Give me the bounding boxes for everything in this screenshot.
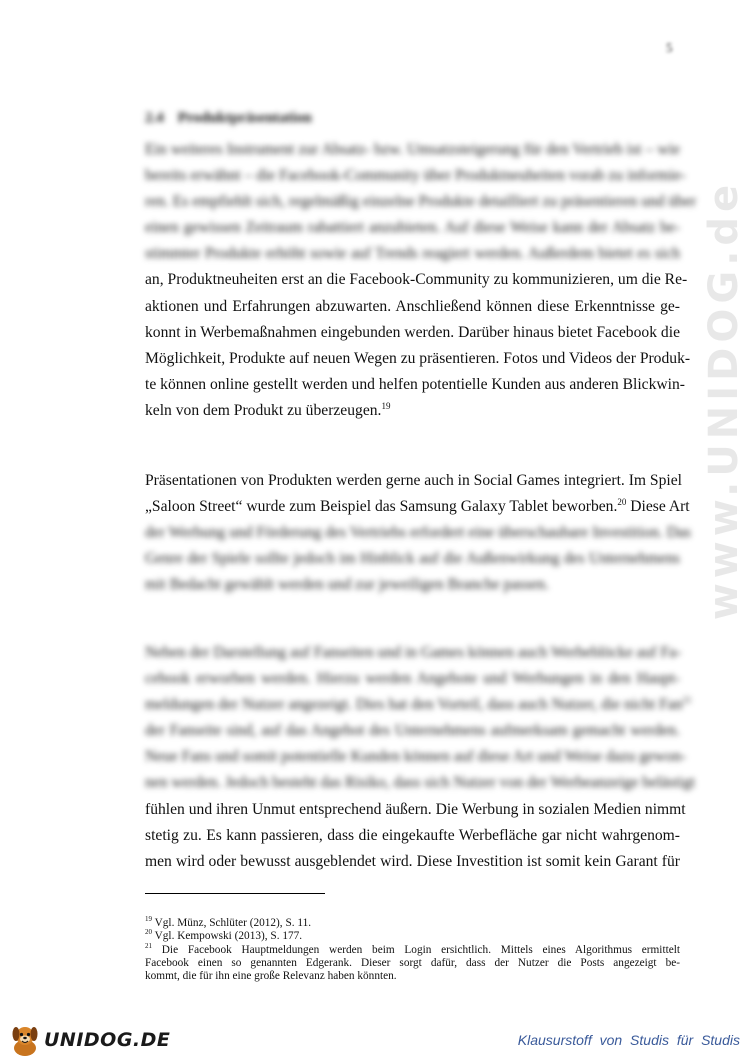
text-line — [145, 692, 692, 718]
text-line — [145, 849, 680, 875]
text-line — [145, 546, 680, 572]
footnote-text: Die Facebook Hauptmeldungen werden beim Login ersichtlich. Mittels eines Algorithmus ermittelt — [161, 943, 681, 956]
footnotes — [145, 917, 680, 983]
paragraph-3 — [145, 640, 696, 875]
line-text: te können online gestellt werden und helfen potentielle Kunden aus anderen Blickwin- — [145, 375, 685, 393]
page-number: 5 — [666, 40, 673, 55]
footnote-number: 20 — [145, 928, 152, 937]
text-line — [145, 189, 697, 215]
line-text: der Fanseite sind, auf das Angebot des Unternehmens aufmerksam gemacht werden. — [145, 722, 680, 740]
footer-bar — [0, 1020, 750, 1062]
line-text: Genre der Spiele sollte jedoch im Hinblick auf die Außenwirkung des Unternehmens — [145, 550, 680, 568]
footnote-marker[interactable]: 21 — [682, 695, 692, 705]
footnote-marker[interactable]: 20 — [617, 496, 627, 507]
unidog-logo — [8, 1020, 170, 1060]
line-text-tail: Diese Art — [626, 498, 690, 516]
line-text: Neben der Darstellung auf Fanseiten und in Games können auch Werbeblöcke auf Fa- — [145, 644, 682, 661]
line-text: konnt in Werbemaßnahmen eingebunden werden. Darüber hinaus bietet Facebook die — [145, 323, 680, 341]
text-line — [145, 572, 680, 598]
paragraph-1 — [145, 137, 697, 424]
line-text: meldungen der Nutzer angezeigt. Dies hat den Vorteil, dass auch Nutzer, die nicht Fan — [145, 696, 683, 714]
footnote-number: 19 — [145, 915, 152, 924]
line-text: stetig zu. Es kann passieren, dass die eingekaufte Werbefläche gar nicht wahrgenom- — [145, 826, 680, 844]
text-line — [145, 294, 680, 320]
line-text: Möglichkeit, Produkte auf neuen Wegen zu präsentieren. Fotos und Videos der Produk- — [145, 349, 691, 367]
footnote-line — [145, 941, 681, 957]
line-text: fühlen und ihren Unmut entsprechend äußern. Die Werbung in sozialen Medien nimmt — [145, 800, 686, 818]
dog-mascot-icon — [8, 1022, 42, 1058]
footnote-number: 21 — [145, 941, 152, 950]
logo-text: UNIDOG.DE — [44, 1029, 171, 1051]
footnote-marker[interactable]: 19 — [381, 400, 391, 411]
line-text: Ein weiteres Instrument zur Absatz- bzw. Umsatzsteigerung für den Vertrieb ist – wie — [145, 141, 680, 158]
section-heading — [145, 110, 312, 127]
line-text: cebook erworben werden. Hierzu werden Angebote und Werbungen in den Haupt- — [145, 670, 680, 688]
footnote-rule — [145, 893, 325, 894]
footnote-text: kommt, die für ihn eine große Relevanz haben könnten. — [145, 970, 397, 983]
footnote-text: Vgl. Kempowski (2013), S. 177. — [154, 930, 303, 943]
line-text: stimmter Produkte erhöht sowie auf Trends reagiert werden. Außerdem bietet es sich — [145, 245, 680, 263]
text-line — [145, 163, 686, 189]
text-line — [145, 666, 680, 692]
text-line — [145, 640, 680, 666]
line-text: aktionen und Erfahrungen abzuwarten. Anschließend können diese Erkenntnisse ge- — [145, 297, 680, 315]
line-text: „Saloon Street“ wurde zum Beispiel das Samsung Galaxy Tablet beworben. — [145, 498, 618, 516]
line-text: Neue Fans und somit potentielle Kunden können auf diese Art und Weise dazu gewon- — [145, 748, 687, 766]
line-text: keln von dem Produkt zu überzeugen. — [145, 401, 382, 419]
text-line — [145, 137, 680, 163]
line-text: men wird oder bewusst ausgeblendet wird. Diese Investition ist somit kein Garant für — [145, 852, 680, 870]
footnote-text: Vgl. Münz, Schlüter (2012), S. 11. — [154, 917, 312, 929]
text-line — [145, 215, 680, 241]
text-line — [145, 494, 690, 520]
line-text: bereits erwähnt – die Facebook-Community über Produktneuheiten vorab zu informie- — [145, 167, 686, 185]
text-line — [145, 346, 691, 372]
text-line — [145, 797, 686, 823]
text-line — [145, 823, 680, 849]
text-line — [145, 320, 680, 346]
line-text: ren. Es empfiehlt sich, regelmäßig einzelne Produkte detailliert zu präsentieren und über — [145, 193, 697, 211]
footnote-text: Facebook einen so genannten Edgerank. Dieser sorgt dafür, dass der Nutzer die Posts angezeigt be- — [145, 956, 680, 969]
section-number: 2.4 — [145, 110, 164, 126]
line-text: mit Bedacht gewählt werden und zur jeweiligen Branche passen. — [145, 576, 549, 594]
line-text: einen gewissen Zeitraum rabattiert anzubieten. Auf diese Weise kann der Absatz be- — [145, 219, 680, 237]
text-line — [145, 770, 696, 796]
text-line — [145, 372, 685, 398]
footnote-line — [145, 957, 680, 970]
line-text: an, Produktneuheiten erst an die Facebook-Community zu kommunizieren, um die Re- — [145, 271, 688, 289]
watermark: www.UNIDOG.de — [701, 179, 747, 621]
footnote-line — [145, 930, 680, 943]
section-title: Produktpräsentation — [177, 110, 312, 126]
text-line — [145, 718, 680, 744]
text-line — [145, 520, 691, 546]
line-text: nen werden. Jedoch besteht das Risiko, dass sich Nutzer von der Werbeanzeige belästigt — [145, 774, 696, 792]
text-line — [145, 744, 687, 770]
line-text: der Werbung und Förderung des Vertriebs erfordert eine überschaubare Investition. Das — [145, 524, 691, 542]
footnote-line — [145, 970, 680, 983]
paragraph-2 — [145, 468, 691, 598]
text-line — [145, 398, 680, 424]
footer-tagline: Klausurstoff von Studis für Studis — [517, 1032, 740, 1048]
line-text: Präsentationen von Produkten werden gerne auch in Social Games integriert. Im Spiel — [145, 472, 682, 489]
text-line — [145, 241, 680, 267]
text-line — [145, 468, 680, 494]
footnote-line — [145, 917, 680, 930]
text-line — [145, 267, 688, 293]
